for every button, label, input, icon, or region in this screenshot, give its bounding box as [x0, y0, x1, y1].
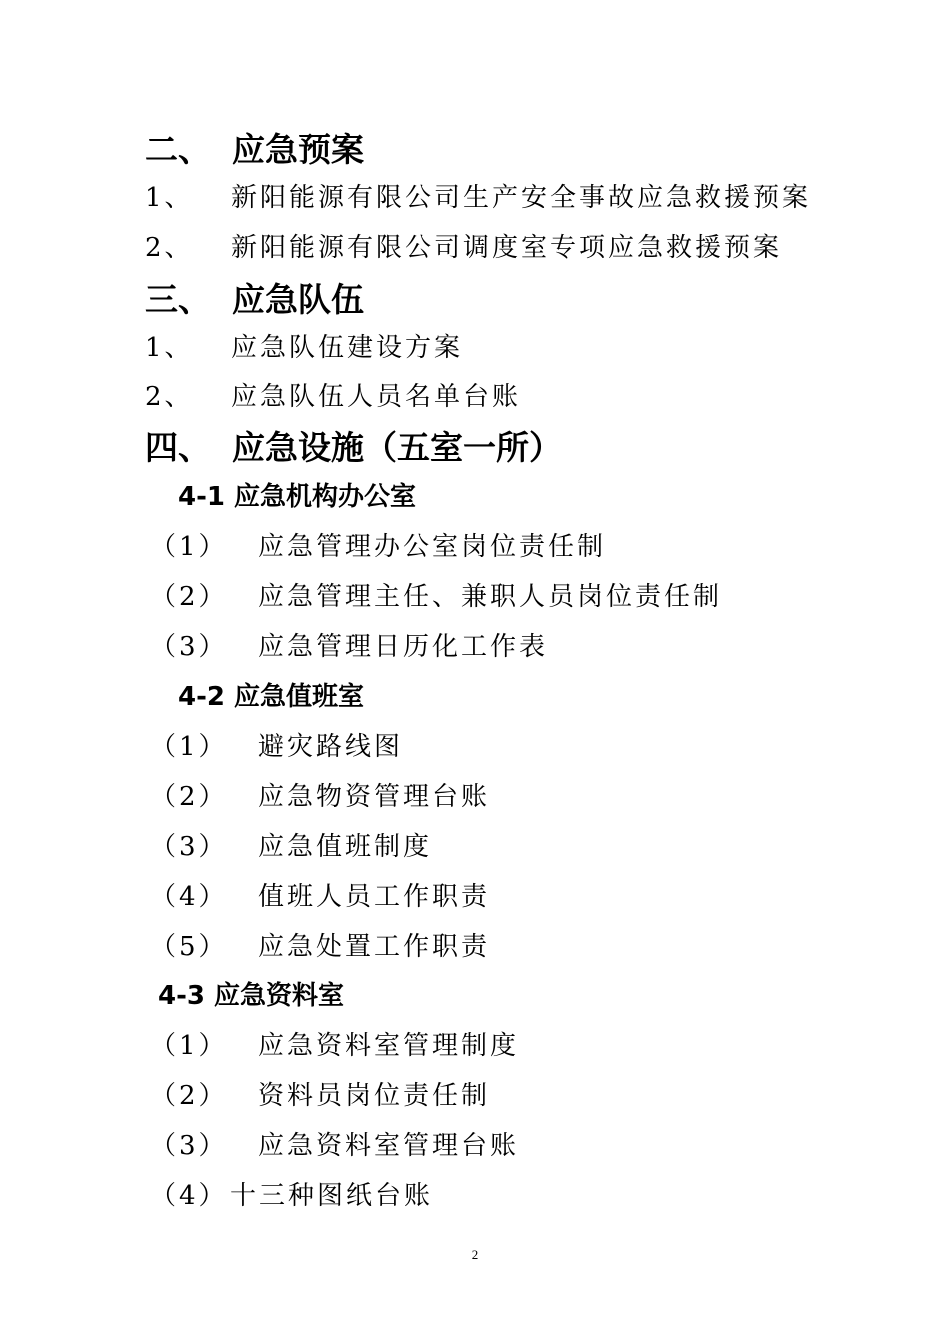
- section-title: 应急预案: [232, 130, 364, 169]
- item-number: 2、: [145, 382, 194, 412]
- item-text: 十三种图纸台账: [230, 1181, 434, 1211]
- item-text: 应急管理日历化工作表: [258, 632, 549, 662]
- item-text: 应急物资管理台账: [258, 782, 491, 812]
- item-number: 2、: [145, 233, 194, 263]
- item-text: 应急资料室管理台账: [258, 1131, 520, 1161]
- item-number: （4）: [150, 1181, 228, 1211]
- list-item: [150, 834, 850, 864]
- list-item: [150, 734, 850, 764]
- item-text: 避灾路线图: [258, 732, 404, 762]
- item-text: 应急管理主任、兼职人员岗位责任制: [258, 582, 723, 612]
- item-number: （4）: [150, 882, 228, 912]
- item-number: （1）: [150, 732, 228, 762]
- item-number: （2）: [150, 1081, 228, 1111]
- list-item: [145, 335, 845, 365]
- item-number: （1）: [150, 1031, 228, 1061]
- item-text: 资料员岗位责任制: [258, 1081, 491, 1111]
- section-title: 应急设施（五室一所）: [232, 428, 562, 467]
- item-text: 应急资料室管理制度: [258, 1031, 520, 1061]
- section-number: 二、: [145, 130, 211, 169]
- item-number: （5）: [150, 932, 228, 962]
- item-text: 新阳能源有限公司调度室专项应急救援预案: [231, 233, 783, 263]
- section-heading-2: [145, 130, 845, 169]
- section-heading-4: [145, 428, 845, 467]
- subsection-heading: 4-3 应急资料室: [158, 981, 345, 1011]
- item-text: 值班人员工作职责: [258, 882, 491, 912]
- subsection-heading: 4-2 应急值班室: [178, 682, 365, 712]
- item-number: （3）: [150, 632, 228, 662]
- list-item: [150, 1083, 850, 1113]
- list-item: [145, 235, 845, 265]
- section-title: 应急队伍: [232, 280, 364, 319]
- item-number: 1、: [145, 183, 194, 213]
- section-heading-3: [145, 280, 845, 319]
- item-number: （2）: [150, 782, 228, 812]
- list-item: [150, 1183, 850, 1213]
- item-text: 应急处置工作职责: [258, 932, 491, 962]
- list-item: [150, 584, 850, 614]
- item-number: （3）: [150, 832, 228, 862]
- list-item: [145, 185, 845, 215]
- list-item: [150, 884, 850, 914]
- page-number: 2: [471, 1247, 479, 1262]
- list-item: [150, 534, 850, 564]
- item-number: （2）: [150, 582, 228, 612]
- section-number: 三、: [145, 280, 211, 319]
- list-item: [150, 1033, 850, 1063]
- item-number: （1）: [150, 532, 228, 562]
- list-item: [150, 784, 850, 814]
- item-text: 应急管理办公室岗位责任制: [258, 532, 607, 562]
- item-number: 1、: [145, 333, 194, 363]
- section-number: 四、: [145, 428, 211, 467]
- item-number: （3）: [150, 1131, 228, 1161]
- item-text: 新阳能源有限公司生产安全事故应急救援预案: [231, 183, 812, 213]
- list-item: [150, 634, 850, 664]
- item-text: 应急队伍建设方案: [231, 333, 464, 363]
- list-item: [150, 1133, 850, 1163]
- item-text: 应急值班制度: [258, 832, 433, 862]
- list-item: [150, 934, 850, 964]
- list-item: [145, 384, 845, 414]
- item-text: 应急队伍人员名单台账: [231, 382, 522, 412]
- subsection-heading: 4-1 应急机构办公室: [178, 482, 417, 512]
